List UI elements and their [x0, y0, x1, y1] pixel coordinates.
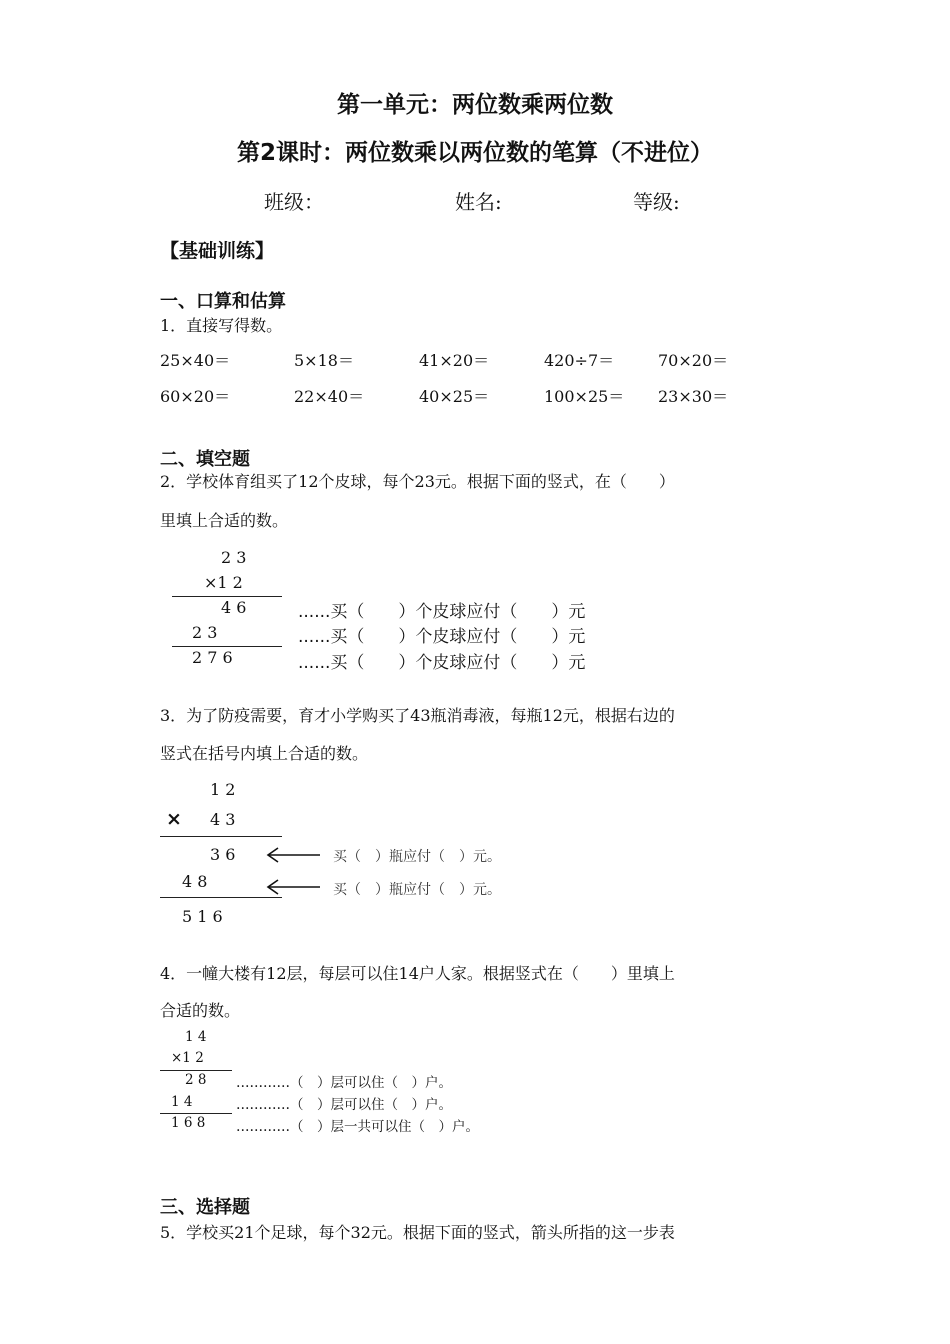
calc-item: 100×25＝	[544, 387, 625, 406]
calc-item: 25×40＝	[160, 351, 231, 370]
fill-blank-note: ......买（ ）个皮球应付（ ）元	[298, 602, 586, 622]
calc-rule	[160, 897, 282, 898]
multiplicand: 2 3	[221, 548, 247, 567]
question-3-line2: 竖式在括号内填上合适的数。	[160, 744, 369, 763]
multiply-sign: ×	[166, 808, 182, 830]
partial-product: 1 4	[171, 1094, 193, 1110]
question-3-line1: 3．为了防疫需要，育才小学购买了43瓶消毒液，每瓶12元，根据右边的	[160, 706, 675, 725]
partial-product: 3 6	[210, 845, 236, 864]
fill-blank-note: 买（ ）瓶应付（ ）元。	[333, 849, 501, 865]
question-2-line2: 里填上合适的数。	[160, 511, 289, 530]
multiplier: ×1 2	[204, 573, 243, 592]
multiplier: 4 3	[210, 810, 236, 829]
calc-item: 420÷7＝	[544, 351, 615, 370]
partial-product: 4 8	[182, 872, 208, 891]
partial-product: 2 3	[192, 623, 218, 642]
part3-heading: 三、选择题	[160, 1197, 250, 1218]
left-arrow-icon	[264, 877, 322, 897]
calc-item: 22×40＝	[294, 387, 365, 406]
question-5-line1: 5．学校买21个足球，每个32元。根据下面的竖式，箭头所指的这一步表	[160, 1223, 675, 1242]
fill-blank-note: …………（ ）层可以住（ ）户。	[236, 1075, 452, 1091]
product: 1 6 8	[171, 1115, 206, 1131]
left-arrow-icon	[264, 845, 322, 865]
calc-rule	[172, 596, 282, 597]
section-basic-training: 【基础训练】	[160, 240, 275, 262]
question-4-line2: 合适的数。	[160, 1001, 241, 1020]
calc-rule	[172, 646, 282, 647]
multiplier: ×1 2	[171, 1050, 204, 1066]
fill-blank-note: …………（ ）层一共可以住（ ）户。	[236, 1119, 479, 1135]
multiplicand: 1 2	[210, 780, 236, 799]
grade-label: 等级:	[633, 190, 680, 214]
calc-rule	[160, 1113, 232, 1114]
calc-item: 23×30＝	[658, 387, 729, 406]
product: 2 7 6	[192, 648, 233, 667]
multiplicand: 1 4	[185, 1029, 207, 1045]
question-2-line1: 2．学校体育组买了12个皮球，每个23元。根据下面的竖式，在（ ）	[160, 472, 675, 491]
calc-item: 60×20＝	[160, 387, 231, 406]
part2-heading: 二、填空题	[160, 449, 250, 470]
question-4-line1: 4．一幢大楼有12层，每层可以住14户人家。根据竖式在（ ）里填上	[160, 964, 675, 983]
lesson-title: 第2课时：两位数乘以两位数的笔算（不进位）	[236, 140, 713, 166]
calc-item: 40×25＝	[419, 387, 490, 406]
class-label: 班级：	[264, 190, 324, 214]
calc-rule	[160, 1070, 232, 1071]
calc-rule	[160, 836, 282, 837]
name-label: 姓名:	[455, 190, 502, 214]
question-1: 1．直接写得数。	[160, 316, 283, 335]
calc-item: 41×20＝	[419, 351, 490, 370]
page-title: 第一单元：两位数乘两位数	[337, 92, 613, 118]
calc-item: 5×18＝	[294, 351, 354, 370]
fill-blank-note: ......买（ ）个皮球应付（ ）元	[298, 653, 586, 673]
product: 5 1 6	[182, 907, 223, 926]
fill-blank-note: 买（ ）瓶应付（ ）元。	[333, 882, 501, 898]
partial-product: 2 8	[185, 1072, 207, 1088]
calc-item: 70×20＝	[658, 351, 729, 370]
part1-heading: 一、口算和估算	[160, 291, 286, 312]
fill-blank-note: ......买（ ）个皮球应付（ ）元	[298, 627, 586, 647]
fill-blank-note: …………（ ）层可以住（ ）户。	[236, 1097, 452, 1113]
partial-product: 4 6	[221, 598, 247, 617]
